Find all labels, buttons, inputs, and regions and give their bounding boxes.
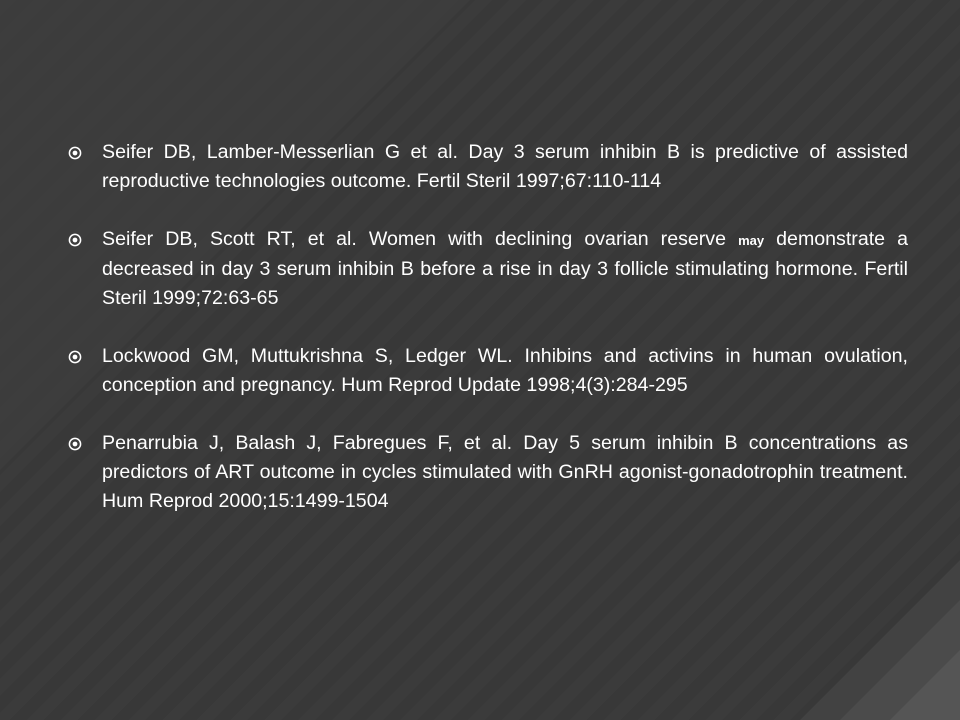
- reference-text: Penarrubia J, Balash J, Fabregues F, et al. Day 5 serum inhibin B concentrations as predictors of ART outcome in cycles stimulated with GnRH agonist-gonadotrophin treatment. Hum Reprod 2000;15:1499-1504: [102, 432, 908, 512]
- reference-item-2: [66, 225, 908, 313]
- circled-dot-icon: [68, 350, 82, 364]
- reference-text-end: demonstrate a decreased in day 3 serum inhibin B before a rise in day 3 follicle stimulating hormone. Fertil Steril 1999;72:63-65: [102, 228, 909, 309]
- reference-item-3: [66, 342, 908, 400]
- reference-text: Seifer DB, Lamber-Messerlian G et al. Day 3 serum inhibin B is predictive of assisted reproductive technologies outcome. Fertil Steril 1997;67:110-114: [102, 141, 908, 192]
- circled-dot-icon: [68, 437, 82, 451]
- reference-item-1: [66, 138, 908, 196]
- reference-item-4: [66, 429, 908, 516]
- reference-text-small-word: may: [738, 233, 765, 248]
- circled-dot-icon: [68, 233, 82, 247]
- reference-list: [66, 138, 908, 545]
- reference-text-start: Seifer DB, Scott RT, et al. Women with declining ovarian reserve: [102, 228, 739, 250]
- circled-dot-icon: [68, 146, 82, 160]
- reference-text: Lockwood GM, Muttukrishna S, Ledger WL. Inhibins and activins in human ovulation, conception and pregnancy. Hum Reprod Update 1998;4(3):284-295: [102, 345, 908, 396]
